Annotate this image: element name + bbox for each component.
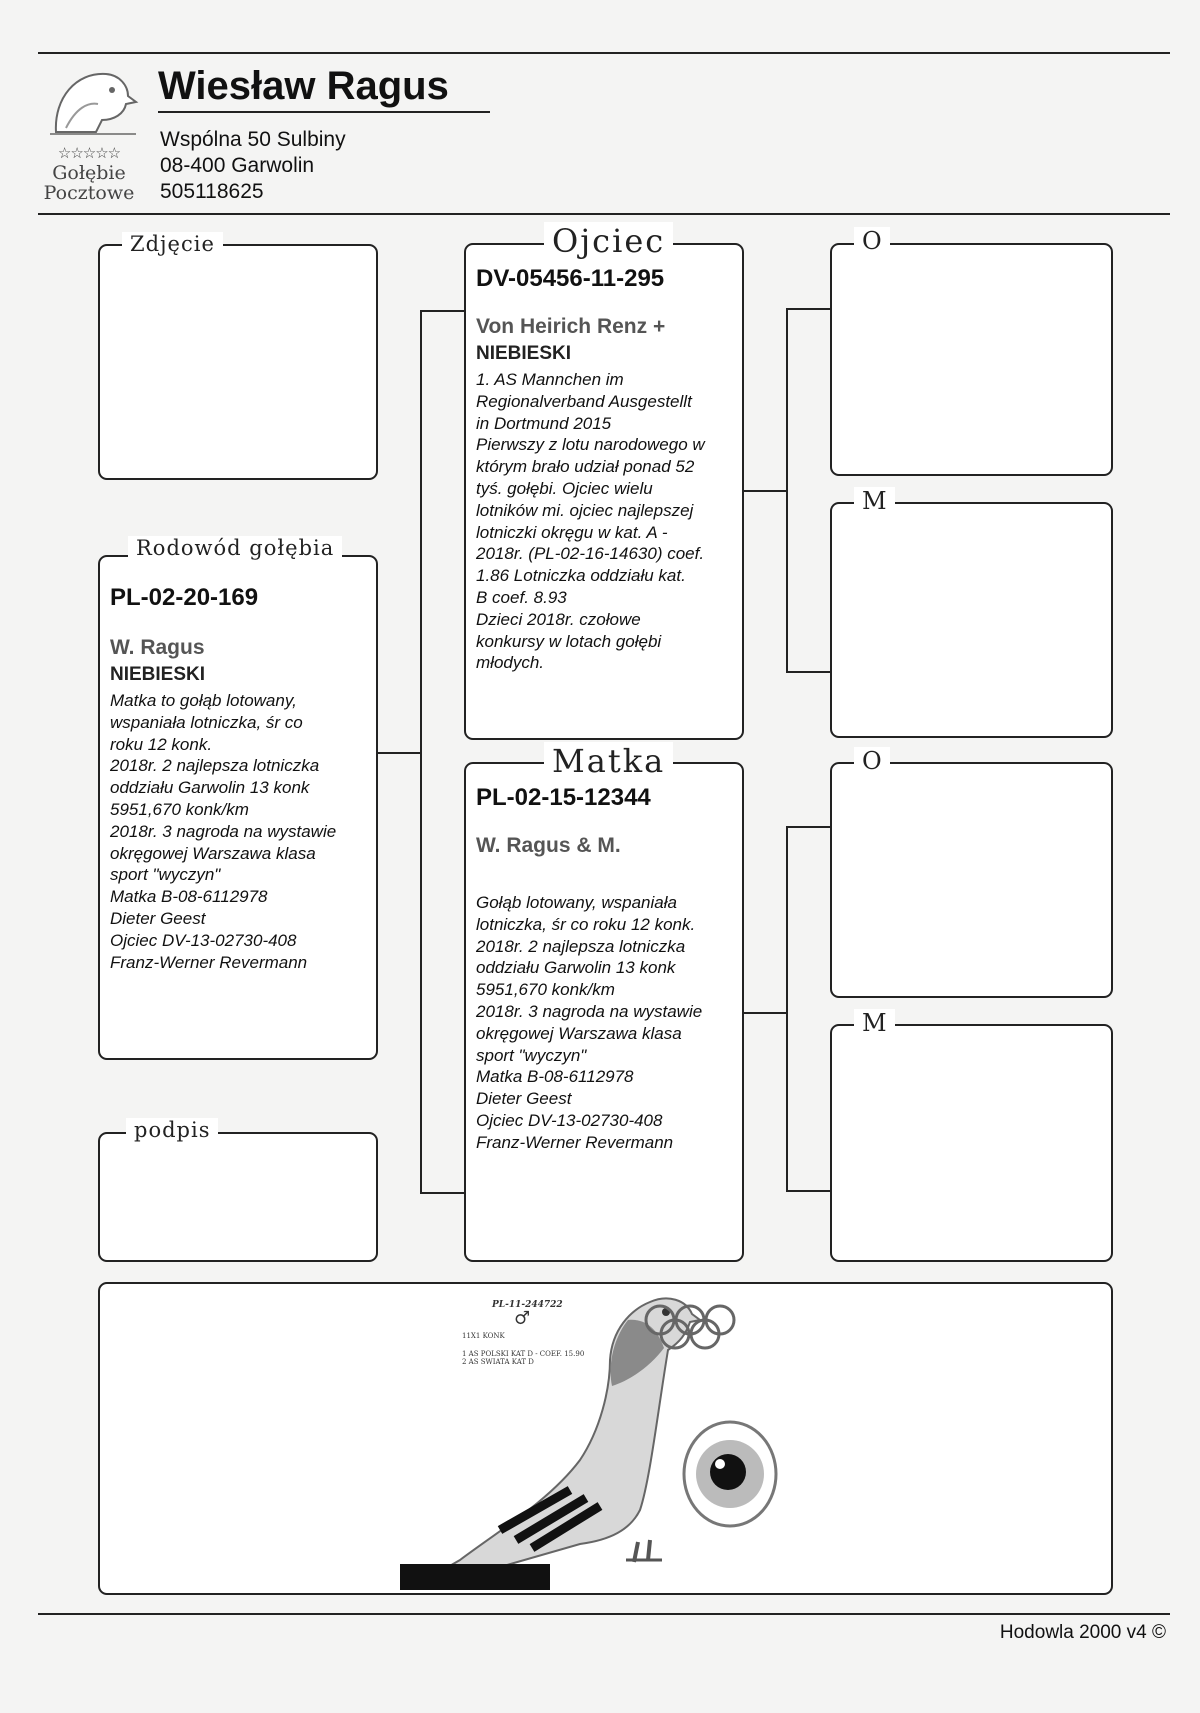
pigeon-pedigree-label: Rodowód gołębia: [128, 536, 342, 560]
address-line1: Wspólna 50 Sulbiny: [160, 128, 346, 151]
mother-notes: Gołąb lotowany, wspaniała lotniczka, śr co roku 12 konk. 2018r. 2 najlepsza lotniczka oddziału Garwolin 13 konk 5951,670 konk/km 2018r. 3 nagroda na wystawie okręgowej Warszawa klasa sport "wyczyn" Matka B-08-6112978 Dieter Geest Ojciec DV-13-02730-408 Franz-Werner Revermann: [476, 893, 703, 1152]
father-breeder: Von Heirich Renz +: [476, 315, 666, 338]
footer-credit: Hodowla 2000 v4 ©: [999, 1622, 1166, 1643]
father-label: Ojciec: [544, 222, 673, 260]
grandfather-maternal-label: O: [854, 747, 890, 775]
banner-line2: 1 AS POLSKI KAT D - COEF. 15.90: [462, 1350, 585, 1358]
connector-father-h: [420, 310, 466, 312]
connector-father-o-h: [786, 308, 832, 310]
pigeon-head-icon: [36, 58, 142, 138]
grandmother-paternal-box: [830, 502, 1113, 738]
breeder-logo: [36, 58, 142, 208]
father-color: NIEBIESKI: [476, 343, 572, 364]
pigeon-ring-number: PL-02-20-169: [110, 584, 259, 611]
connector-father-out: [744, 490, 788, 492]
signature-box-label: podpis: [126, 1118, 218, 1142]
father-ring-number: DV-05456-11-295: [476, 265, 665, 292]
connector-father-gp-v: [786, 308, 788, 673]
grandfather-paternal-box: [830, 243, 1113, 476]
grandmother-paternal-label: M: [854, 487, 895, 515]
connector-pigeon-h: [378, 752, 422, 754]
connector-mother-h: [420, 1192, 466, 1194]
connector-mother-o-h: [786, 826, 832, 828]
header-top-rule: [38, 52, 1170, 54]
breeder-address: [160, 127, 346, 205]
signature-box: [98, 1132, 378, 1262]
pigeon-pedigree-box: [98, 555, 378, 1060]
pigeon-photo-illustration: [400, 1290, 820, 1590]
address-line2: 08-400 Garwolin: [160, 154, 315, 177]
breeder-name-title: Wiesław Ragus: [158, 64, 449, 108]
pigeon-notes: Matka to gołąb lotowany, wspaniała lotniczka, śr co roku 12 konk. 2018r. 2 najlepsza lotniczka oddziału Garwolin 13 konk 5951,670 konk/km 2018r. 3 nagroda na wystawie okręgowej Warszawa klasa sport "wyczyn" Matka B-08-6112978 Dieter Geest Ojciec DV-13-02730-408 Franz-Werner Revermann: [110, 691, 337, 972]
father-notes: 1. AS Mannchen im Regionalverband Ausgestellt in Dortmund 2015 Pierwszy z lotu narodowego w którym brało udział ponad 52 tyś. gołębi. Ojciec wielu lotników mi. ojciec najlepszej lotniczki okręgu w kat. A - 2018r. (PL-02-16-14630) coef. 1.86 Lotniczka oddziału kat. B coef. 8.93 Dzieci 2018r. czołowe konkursy w lotach gołębi młodych.: [476, 370, 705, 673]
logo-text-line1: Gołębie: [52, 162, 126, 184]
grandmother-maternal-box: [830, 1024, 1113, 1262]
connector-mother-m-h: [786, 1190, 832, 1192]
banner-line3: 2 AS SWIATA KAT D: [462, 1358, 534, 1366]
photo-box: [98, 244, 378, 480]
connector-father-m-h: [786, 671, 832, 673]
pigeon-color: NIEBIESKI: [110, 664, 206, 685]
grandfather-maternal-box: [830, 762, 1113, 998]
banner-sex-symbol: ♂: [514, 1308, 531, 1329]
pigeon-breeder: W. Ragus: [110, 636, 205, 659]
father-box: [464, 243, 744, 740]
photo-box-label: Zdjęcie: [122, 232, 223, 256]
phone-number: 505118625: [160, 180, 264, 203]
logo-stars: ☆☆☆☆☆: [57, 144, 121, 162]
mother-ring-number: PL-02-15-12344: [476, 784, 651, 811]
connector-parents-v: [420, 310, 422, 1194]
mother-label: Matka: [544, 742, 673, 780]
grandfather-paternal-label: O: [854, 227, 890, 255]
footer-rule: [38, 1613, 1170, 1615]
header-bottom-rule: [38, 213, 1170, 215]
banner-ring: PL-11-244722: [492, 1300, 563, 1310]
connector-mother-gp-v: [786, 826, 788, 1192]
mother-box: [464, 762, 744, 1262]
title-underline: [158, 111, 490, 113]
mother-breeder: W. Ragus & M.: [476, 834, 621, 857]
connector-mother-out: [744, 1012, 788, 1014]
logo-text-line2: Pocztowe: [43, 182, 135, 204]
grandmother-maternal-label: M: [854, 1009, 895, 1037]
banner-line1: 11X1 KONK: [462, 1332, 505, 1340]
